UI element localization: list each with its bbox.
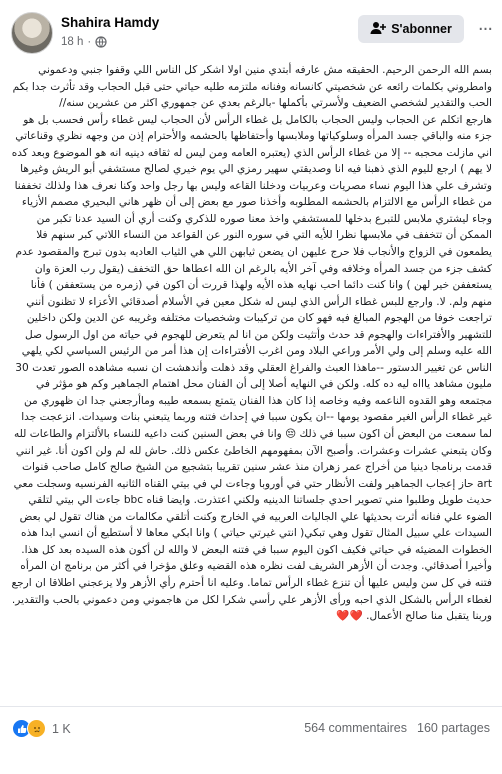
post-time[interactable]: 18 h bbox=[61, 36, 84, 48]
closing-hearts: ❤️❤️ bbox=[336, 610, 363, 623]
reaction-count: 1 K bbox=[52, 721, 71, 736]
more-options-icon[interactable]: ··· bbox=[477, 18, 493, 40]
engagement-stats bbox=[304, 721, 490, 735]
post-paragraph-2-text: هارجع اتكلم عن الحجاب وليس الحجاب بالكامل بل غطاء الرأس لأن الحجاب ليس غطاء رأس فحسب بل هو جزء منه والباقي جسد المرأه وسلوكياتها وملابسها وأحتفاظها بالحشمه والأحترام إذن من وجهه نظري وقناعاتي اني مازلت محجبه -- إلا من غطاء الرأس الذي (يعتبره العامه ومن ليس له ثقافه دينيه انه هو الموضوع وبعد كده لا يهم ) ارجع لليوم الذي ذهبنا فيه انا وصديقتي سهير رمزي الي يوم خيري لصالح مستشفي أبو الريش وغيرها وتشرف علي هذا اليوم نساء مصريات وعربيات ودخلنا القاعه وليس بها رجل واحد وكنا نعرف هذا ولذلك تخففنا من غطاء الرأس مع الالتزام بالحشمه المطلوبه وأخذنا صور مع بعض إلى أن ظهر هاني البحيري مصمم الأزياء وجاء ليشتري ملابس للتبرع بدخلها للمستشفي واخذ معنا صوره للذكري وكنت أري أن السيد عدنا تكبر من الممكن أن تتخفف في ملابسها نظرا للأيه التي في سوره النور عن القواعد من النساء اللاتي كبر سنهم فلا يطمعون في الزواج والأنجاب فلا حرج عليهن ان يضعن ثيابهن اللي هي الثياب العاديه بدون تبرج والمقصود عدم كشف جزء من جسد المرأه وخلافه وفي آخر الأيه بالرغم ان الله اعطاها حق التخفف (يقول رب العزة وان يستعففن خير لهن ) وانا كنت دائما احب نهايه هذه الأيه ولهذا قررت أن اكون في (زمره من يستعففن ) فأنا منهم ولم. لا. وارجع للبس غطاء الرأس الذي ليس له شكل معين في الأسلام أصدقائي الأعزاء لا تظنون أنني تراجعت خوفا من الهجوم المبالغ فيه فهو كان من تركيبات وشخصيات مختلفه وغريبه عن الدين ولكن داخلين للتشهير والأفتراءات والهجوم قد حدث وأتثيت ولكن من انا لم يتعرض للهجوم في حياته من اول الرسول صل الله عليه وسلم إلى ولي الأمر وراعي البلاد ومن اغرب الأفتراءات إن هذا أمر من الرئيس السياسي لكي يلهي الناس عن تغيير الدستور --ماهذا العبث والفراغ العقلي وقد ذهلت وأندهشت ان نسبه مشاهده الصور تعدت 30 مليون مشاهد ياااه ليه ده كله. ولكن في النهايه أصلا إلى أن الفنان محل اهتمام الجماهير وكم هو مؤثر في مجتمعه وهو القدوه الناعمه وفيه وخاصه إذا كان هذا الفنان يتمتع بسمعه طيبه وماأرجعني جدا ان ظهوري من غير غطاء الرأس الغير مقصود يومها --ان يكون سببا في إحداث فتنه وربما يتبعني بنات وسيدات. انزعجت جدا لما سمعت من البعض أن اكون سببا في ذلك 😔 وانا في بعض السنين كنت داعيه للنساء بالألتزام والطاعات لله وكان يتبعني عشرات وعشرات. وأصبح الآن بمفهومهم الخاطئ عكس ذلك. حاش لله لم ولن اكون أنا. غير انني قدمت برنامجا دينيا من أخراج عمر زهران منذ عشر سنين تقريبا بتشجيع من الشيخ صالح كامل صاحب قنوات art حاز إعجاب الجماهير ولفت الأنظار حتي في أوروبا وجاءت لي في بيتي القناه الثانيه الفرنسيه وسجلت معي حديث طويل وطلبوا مني تصوير احدي جلساتنا الدينيه ولكني اعتذرت. وايضا قناه bbc جاءت الي بيتي لتلقي الضوء علي فنانه أثرت بحديثها علي الجاليات العربيه في الخارج وكنت أتلقي مكالمات من هناك تقول لي بعض السيدات علي سبيل المثال تقول وهي تبكي( انتي غيرتي حياتي ) وانا ابكي معاها لا أستطيع أن انسي ابدا هذه الخطوات المضيئه في حياتي فكيف اكون اليوم سببا في فتنه البعض لا والله لن أكون هذه السيده بعد كل هذا. وأخيرا أصدقائي. وجدت أن الأزهر الشريف لفت نظره هذه القضيه وعلق مؤخرا في أكثر من برنامج ان المرأه فتنه في كل سن وليس عليها أن تنزع غطاء الرأس تماما. وعليه انا أحترم رأي الأزهر ولا يزعجني اطلاقا ان ارجع لغطاء الرأس بالشكل الذي احبه ورأى الأزهر علي رأسي شكرا لكل من هاجموني ومن دعموني بالحب والتقدير. وربنا يتقبل منا صالح الأعمال. bbox=[11, 113, 492, 623]
sad-reaction-icon bbox=[27, 719, 46, 738]
follow-label: S'abonner bbox=[391, 22, 452, 36]
post-footer bbox=[0, 706, 502, 774]
author-name[interactable]: Shahira Hamdy bbox=[61, 15, 160, 30]
shares-count[interactable]: 160 partages bbox=[417, 721, 490, 735]
meta-separator: · bbox=[87, 36, 92, 48]
reactions-summary[interactable] bbox=[12, 719, 71, 738]
post-paragraph-2 bbox=[10, 112, 492, 625]
post-body bbox=[10, 62, 492, 704]
follow-button[interactable] bbox=[358, 15, 464, 43]
globe-icon bbox=[95, 36, 107, 48]
post-paragraph-1: بسم الله الرحمن الرحيم. الحقيقه مش عارفه أبتدي منين اولا اشكر كل الناس اللي وقفوا جنبي ودعموني وامطروني بكلمات رائعه عن شخصيتي كانسانه وفنانه ملتزمه طليه حياتي حتى قبل الحجاب وقد تأثرت جدا بكم الحب والتقدير لشخصي الضعيف ولأسرتي بأكملها -بالرغم بعدي عن جمهوري اكثر من عشرين سنه// bbox=[12, 64, 492, 110]
post-header bbox=[0, 0, 502, 58]
avatar[interactable] bbox=[11, 12, 53, 54]
add-person-icon bbox=[370, 21, 386, 38]
comments-count[interactable]: 564 commentaires bbox=[304, 721, 408, 735]
post-meta bbox=[61, 36, 107, 48]
